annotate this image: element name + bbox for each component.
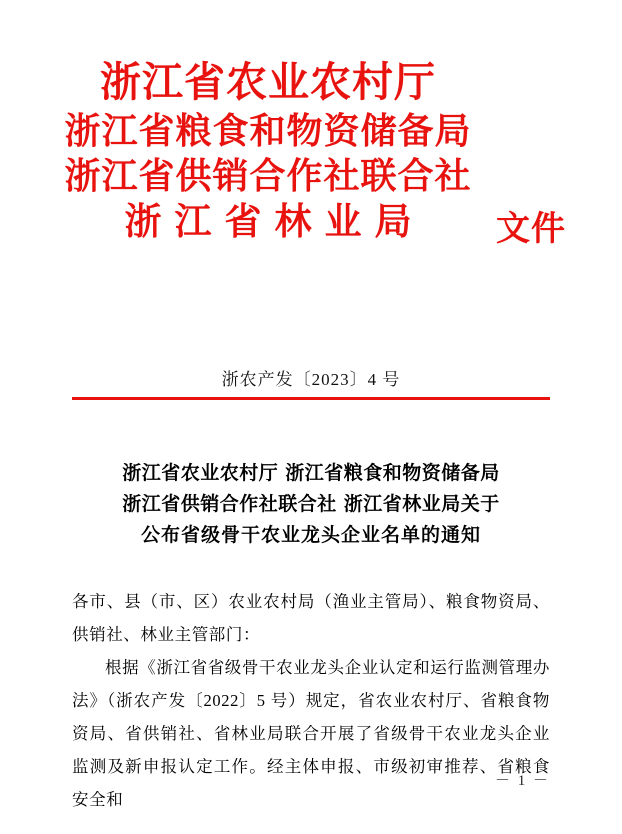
document-number: 浙农产发〔2023〕4 号 xyxy=(221,370,401,389)
document-title-line-2: 浙江省供销合作社联合社 浙江省林业局关于 xyxy=(122,492,500,515)
page-number: － 1 － xyxy=(494,773,550,789)
masthead-line-1: 浙江省农业农村厅 xyxy=(100,58,436,106)
document-title-line-3: 公布省级骨干农业龙头企业名单的通知 xyxy=(140,523,481,546)
body-paragraph-2: 根据《浙江省省级骨干农业龙头企业认定和运行监测管理办法》（浙农产发〔2022〕5 号）规定，省农业农村厅、省粮食物资局、省供销社、省林业局联合开展了省级骨干农业龙头企业监测及新申报认定工作。经主体申报、市级初审推荐、省粮食安全和 xyxy=(72,658,550,809)
document-body xyxy=(72,585,550,816)
document-title xyxy=(72,458,550,550)
red-divider-rule xyxy=(72,397,550,400)
body-paragraph-1: 各市、县（市、区）农业农村局（渔业主管局）、粮食物资局、供销社、林业主管部门： xyxy=(72,592,550,644)
masthead-line-4: 浙江省林业局 xyxy=(124,199,425,243)
masthead-line-2: 浙江省粮食和物资储备局 xyxy=(64,110,472,152)
masthead-document-word: 文件 xyxy=(496,209,566,249)
masthead xyxy=(0,58,622,292)
masthead-agency-lines xyxy=(58,58,478,243)
masthead-line-3: 浙江省供销合作社联合社 xyxy=(64,155,472,197)
document-title-line-1: 浙江省农业农村厅 浙江省粮食和物资储备局 xyxy=(122,462,500,484)
